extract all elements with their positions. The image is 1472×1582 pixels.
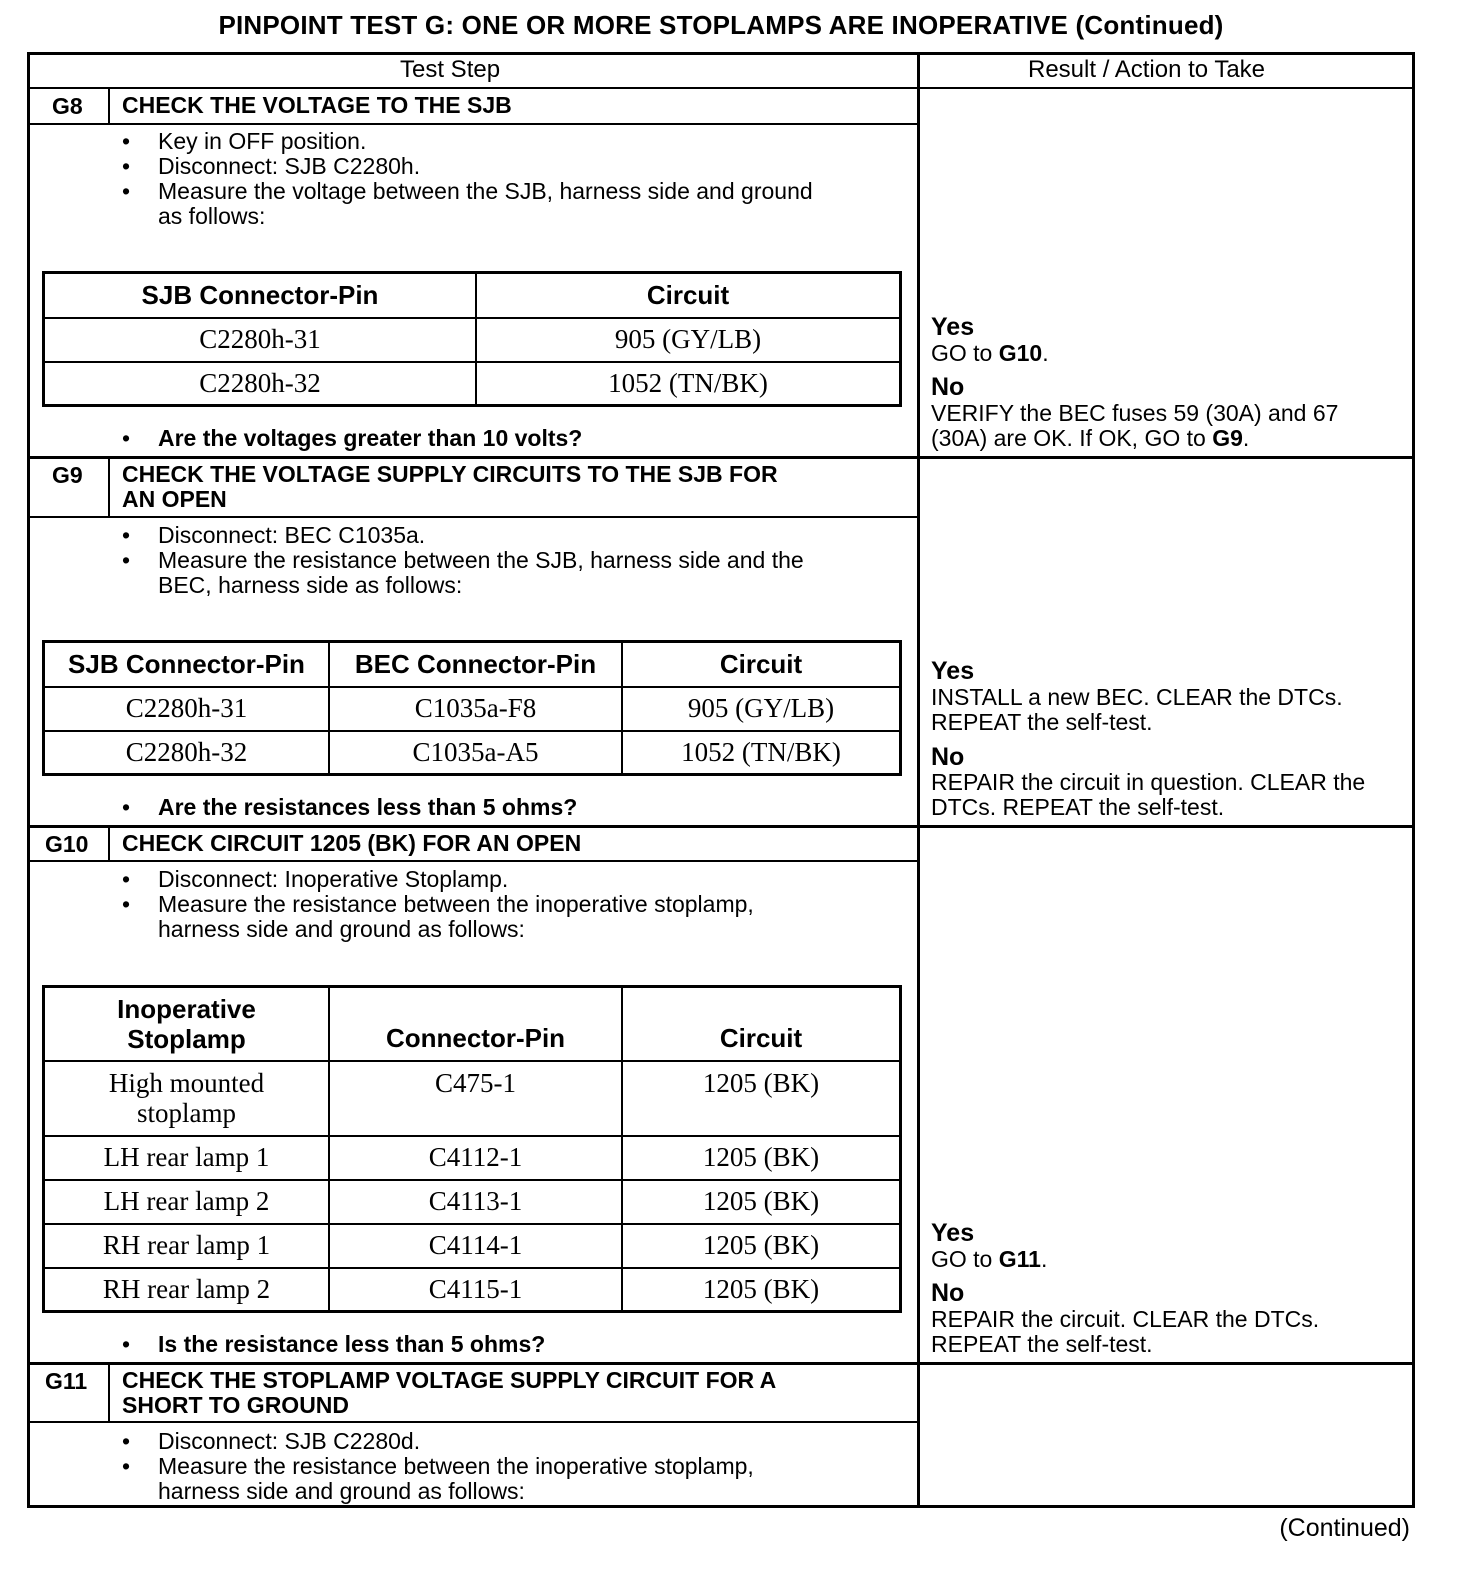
table-row — [44, 1136, 901, 1180]
no-action: REPAIR the circuit. CLEAR the DTCs. — [931, 1306, 1320, 1332]
bullet-item: • Disconnect: SJB C2280d. — [122, 1428, 421, 1454]
bullet-item: • Disconnect: BEC C1035a. — [122, 522, 426, 548]
bullet-continuation: as follows: — [158, 203, 266, 229]
no-action: REPEAT the self-test. — [931, 1331, 1153, 1357]
no-label: No — [931, 373, 965, 401]
table-header: Connector-Pin — [329, 987, 622, 1061]
header-divider — [27, 87, 1415, 89]
table-row — [44, 1180, 901, 1224]
step-title-g11: CHECK THE STOPLAMP VOLTAGE SUPPLY CIRCUIT FOR A — [122, 1367, 777, 1393]
step-id-g11: G11 — [45, 1368, 88, 1394]
table-cell: LH rear lamp 1 — [44, 1136, 330, 1180]
table-header: Circuit — [622, 642, 901, 687]
bullet-continuation: harness side and ground as follows: — [158, 1478, 525, 1504]
table-cell: C2280h-31 — [44, 687, 330, 731]
no-action: VERIFY the BEC fuses 59 (30A) and 67 — [931, 400, 1339, 426]
table-cell: C1035a-A5 — [329, 731, 622, 775]
step-title-divider — [27, 860, 919, 862]
table-header: SJB Connector-Pin — [44, 273, 477, 318]
no-action: (30A) are OK. If OK, GO to G9. — [931, 425, 1250, 451]
table-cell: High mounted stoplamp — [44, 1061, 330, 1136]
yes-action: INSTALL a new BEC. CLEAR the DTCs. — [931, 684, 1343, 710]
bullet-item: • Measure the resistance between the inoperative stoplamp, — [122, 1453, 754, 1479]
step-title-g9: CHECK THE VOLTAGE SUPPLY CIRCUITS TO THE SJB FOR — [122, 461, 778, 487]
column-divider — [917, 52, 920, 1508]
step-id-divider — [108, 1365, 110, 1422]
table-cell: RH rear lamp 1 — [44, 1224, 330, 1268]
bullet-item: • Disconnect: Inoperative Stoplamp. — [122, 866, 509, 892]
step-title-divider — [27, 1421, 919, 1423]
bullet-item: • Key in OFF position. — [122, 128, 367, 154]
table-header: Circuit — [476, 273, 901, 318]
table-cell: 1052 (TN/BK) — [476, 362, 901, 406]
g8-pin-table — [42, 271, 902, 407]
table-cell: C2280h-32 — [44, 731, 330, 775]
bullet-item: • Measure the resistance between the inoperative stoplamp, — [122, 891, 754, 917]
bullet-continuation: harness side and ground as follows: — [158, 916, 525, 942]
continued-footer: (Continued) — [1279, 1514, 1410, 1542]
yes-label: Yes — [931, 657, 975, 685]
table-row — [44, 1268, 901, 1312]
table-cell: 1205 (BK) — [622, 1061, 901, 1136]
no-action: DTCs. REPEAT the self-test. — [931, 794, 1225, 820]
table-cell: LH rear lamp 2 — [44, 1180, 330, 1224]
table-cell: C475-1 — [329, 1061, 622, 1136]
header-test-step: Test Step — [400, 56, 501, 83]
table-cell: 1205 (BK) — [622, 1136, 901, 1180]
step-id-divider — [108, 88, 110, 124]
step-id-g8: G8 — [52, 93, 83, 119]
table-header: Circuit — [622, 987, 901, 1061]
yes-action: GO to G10. — [931, 340, 1049, 366]
table-cell: C4115-1 — [329, 1268, 622, 1312]
table-header: BEC Connector-Pin — [329, 642, 622, 687]
table-cell: 905 (GY/LB) — [476, 318, 901, 362]
table-cell: 1052 (TN/BK) — [622, 731, 901, 775]
no-label: No — [931, 1279, 965, 1307]
page-title: PINPOINT TEST G: ONE OR MORE STOPLAMPS ARE INOPERATIVE (Continued) — [218, 10, 1224, 40]
table-cell: C1035a-F8 — [329, 687, 622, 731]
step-question-g10: • Is the resistance less than 5 ohms? — [122, 1331, 546, 1357]
table-row — [44, 731, 901, 775]
table-cell: C4112-1 — [329, 1136, 622, 1180]
table-cell: RH rear lamp 2 — [44, 1268, 330, 1312]
table-row — [44, 687, 901, 731]
table-cell: 905 (GY/LB) — [622, 687, 901, 731]
step-title-divider — [27, 123, 919, 125]
no-label: No — [931, 743, 965, 771]
step-title-g10: CHECK CIRCUIT 1205 (BK) FOR AN OPEN — [122, 830, 582, 856]
header-result: Result / Action to Take — [1028, 56, 1266, 83]
table-row — [44, 318, 901, 362]
bullet-continuation: BEC, harness side as follows: — [158, 572, 463, 598]
table-cell: 1205 (BK) — [622, 1268, 901, 1312]
yes-label: Yes — [931, 313, 975, 341]
no-action: REPAIR the circuit in question. CLEAR the — [931, 769, 1366, 795]
yes-action: REPEAT the self-test. — [931, 709, 1153, 735]
step-question-g9: • Are the resistances less than 5 ohms? — [122, 794, 578, 820]
table-row — [44, 1224, 901, 1268]
table-header: Inoperative Stoplamp — [44, 987, 330, 1061]
table-cell: C2280h-31 — [44, 318, 477, 362]
bullet-item: • Measure the voltage between the SJB, harness side and ground — [122, 178, 813, 204]
bullet-item: • Measure the resistance between the SJB, harness side and the — [122, 547, 804, 573]
step-id-divider — [108, 828, 110, 861]
step-separator — [27, 456, 1415, 459]
table-cell: 1205 (BK) — [622, 1224, 901, 1268]
g9-pin-table — [42, 640, 902, 776]
step-separator — [27, 1362, 1415, 1365]
bullet-item: • Disconnect: SJB C2280h. — [122, 153, 421, 179]
step-title-g8: CHECK THE VOLTAGE TO THE SJB — [122, 92, 512, 118]
table-cell: C4113-1 — [329, 1180, 622, 1224]
table-row — [44, 1061, 901, 1136]
table-cell: 1205 (BK) — [622, 1180, 901, 1224]
step-id-g10: G10 — [45, 831, 89, 857]
step-separator — [27, 825, 1415, 828]
table-cell: C4114-1 — [329, 1224, 622, 1268]
step-id-g9: G9 — [52, 462, 83, 488]
step-title-divider — [27, 516, 919, 518]
yes-action: GO to G11. — [931, 1246, 1048, 1272]
table-header: SJB Connector-Pin — [44, 642, 330, 687]
table-row — [44, 362, 901, 406]
step-id-divider — [108, 459, 110, 517]
g10-stoplamp-table — [42, 985, 902, 1313]
table-cell: C2280h-32 — [44, 362, 477, 406]
step-question-g8: • Are the voltages greater than 10 volts? — [122, 425, 583, 451]
step-title-g11: SHORT TO GROUND — [122, 1392, 350, 1418]
step-title-g9: AN OPEN — [122, 486, 227, 512]
yes-label: Yes — [931, 1219, 975, 1247]
